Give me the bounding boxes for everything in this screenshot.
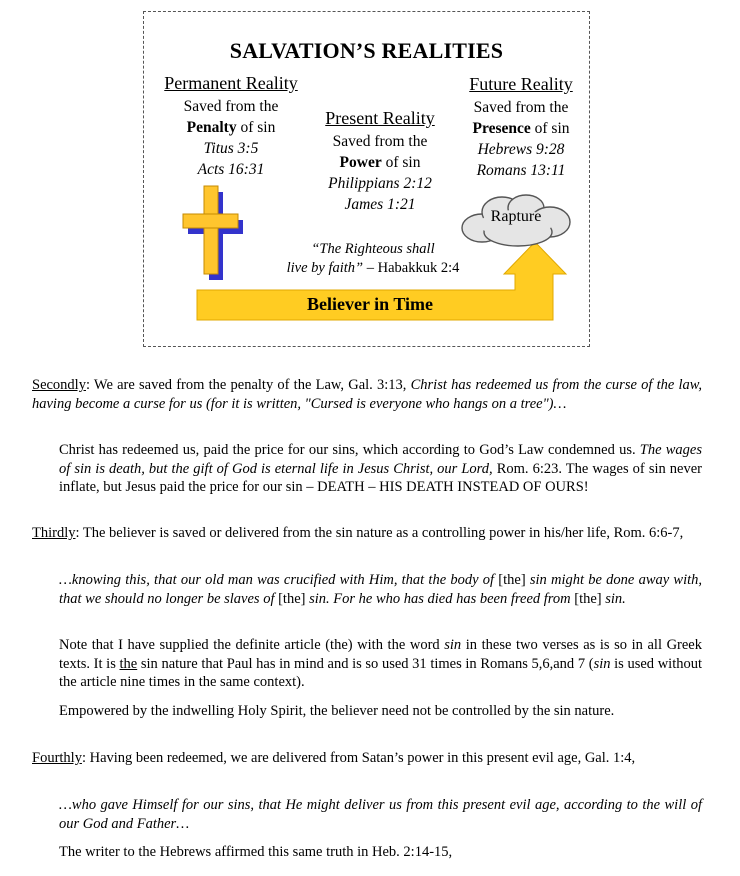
future-heading: Future Reality: [469, 74, 573, 94]
rapture-label: Rapture: [490, 208, 542, 225]
paragraph-hebrews: The writer to the Hebrews affirmed this same truth in Heb. 2:14-15,: [59, 844, 453, 860]
permanent-line1: Saved from the: [183, 98, 279, 115]
diagram-title: SALVATION’S REALITIES: [229, 38, 504, 63]
paragraph-definite-article: Note that I have supplied the definite article (the) with the word sin in these two verses as is so in all Greek texts. It is the sin nature that Paul has in mind and is so used 31 times in Romans 5,6,and 7 (sin is used without the article nine times in the same context).: [59, 637, 703, 691]
paragraph-secondly: Secondly: We are saved from the penalty of the Law, Gal. 3:13, Christ has redeemed us from the curse of the law, having become a curse for us (for it is written, "Cursed is everyone who hangs on a tree")…: [32, 377, 702, 412]
paragraph-redeemed: Christ has redeemed us, paid the price for our sins, which according to God’s Law condemned us. The wages of sin is death, but the gift of God is eternal life in Jesus Christ, our Lord, Rom. 6:23. The wages of sin never inflate, but Jesus paid the price for our sin – DEATH – HIS DEATH INSTEAD OF OURS!: [59, 442, 702, 496]
permanent-heading: Permanent Reality: [164, 73, 298, 93]
permanent-ref2: Acts 16:31: [197, 161, 265, 178]
paragraph-thirdly: Thirdly: The believer is saved or delivered from the sin nature as a controlling power in his/her life, Rom. 6:6-7,: [32, 525, 684, 541]
thirdly-label: Thirdly: [32, 525, 76, 541]
paragraph-galatians-quote: …who gave Himself for our sins, that He might deliver us from this present evil age, according to the will of our God and Father…: [59, 797, 702, 832]
permanent-line2: Penalty of sin: [186, 119, 276, 136]
future-ref2: Romans 13:11: [476, 162, 566, 179]
believer-in-time-label: Believer in Time: [307, 294, 433, 314]
paragraph-romans-quote: …knowing this, that our old man was crucified with Him, that the body of [the] sin might be done away with, that we should no longer be slaves of [the] sin. For he who has died has been freed from [the] sin.: [59, 572, 702, 607]
secondly-label: Secondly: [32, 377, 86, 393]
salvation-diagram: [143, 11, 590, 347]
present-ref1: Philippians 2:12: [328, 175, 432, 192]
quote-line2: live by faith” – Habakkuk 2:4: [286, 260, 460, 276]
paragraph-empowered: Empowered by the indwelling Holy Spirit, the believer need not be controlled by the sin nature.: [59, 703, 615, 719]
future-reality: [441, 73, 601, 181]
quote-line1: “The Righteous shall: [311, 241, 435, 257]
present-heading: Present Reality: [325, 108, 435, 128]
present-ref2: James 1:21: [344, 196, 416, 213]
present-reality: [295, 107, 465, 215]
future-line2: Presence of sin: [472, 120, 570, 137]
permanent-ref1: Titus 3:5: [203, 140, 259, 157]
habakkuk-quote: [273, 240, 473, 278]
cross-icon: [180, 182, 244, 282]
paragraph-fourthly: Fourthly: Having been redeemed, we are delivered from Satan’s power in this present evil age, Gal. 1:4,: [32, 750, 636, 766]
permanent-reality: [146, 72, 316, 180]
future-ref1: Hebrews 9:28: [477, 141, 565, 158]
future-line1: Saved from the: [473, 99, 569, 116]
present-line1: Saved from the: [332, 133, 428, 150]
present-line2: Power of sin: [339, 154, 421, 171]
fourthly-label: Fourthly: [32, 750, 82, 766]
